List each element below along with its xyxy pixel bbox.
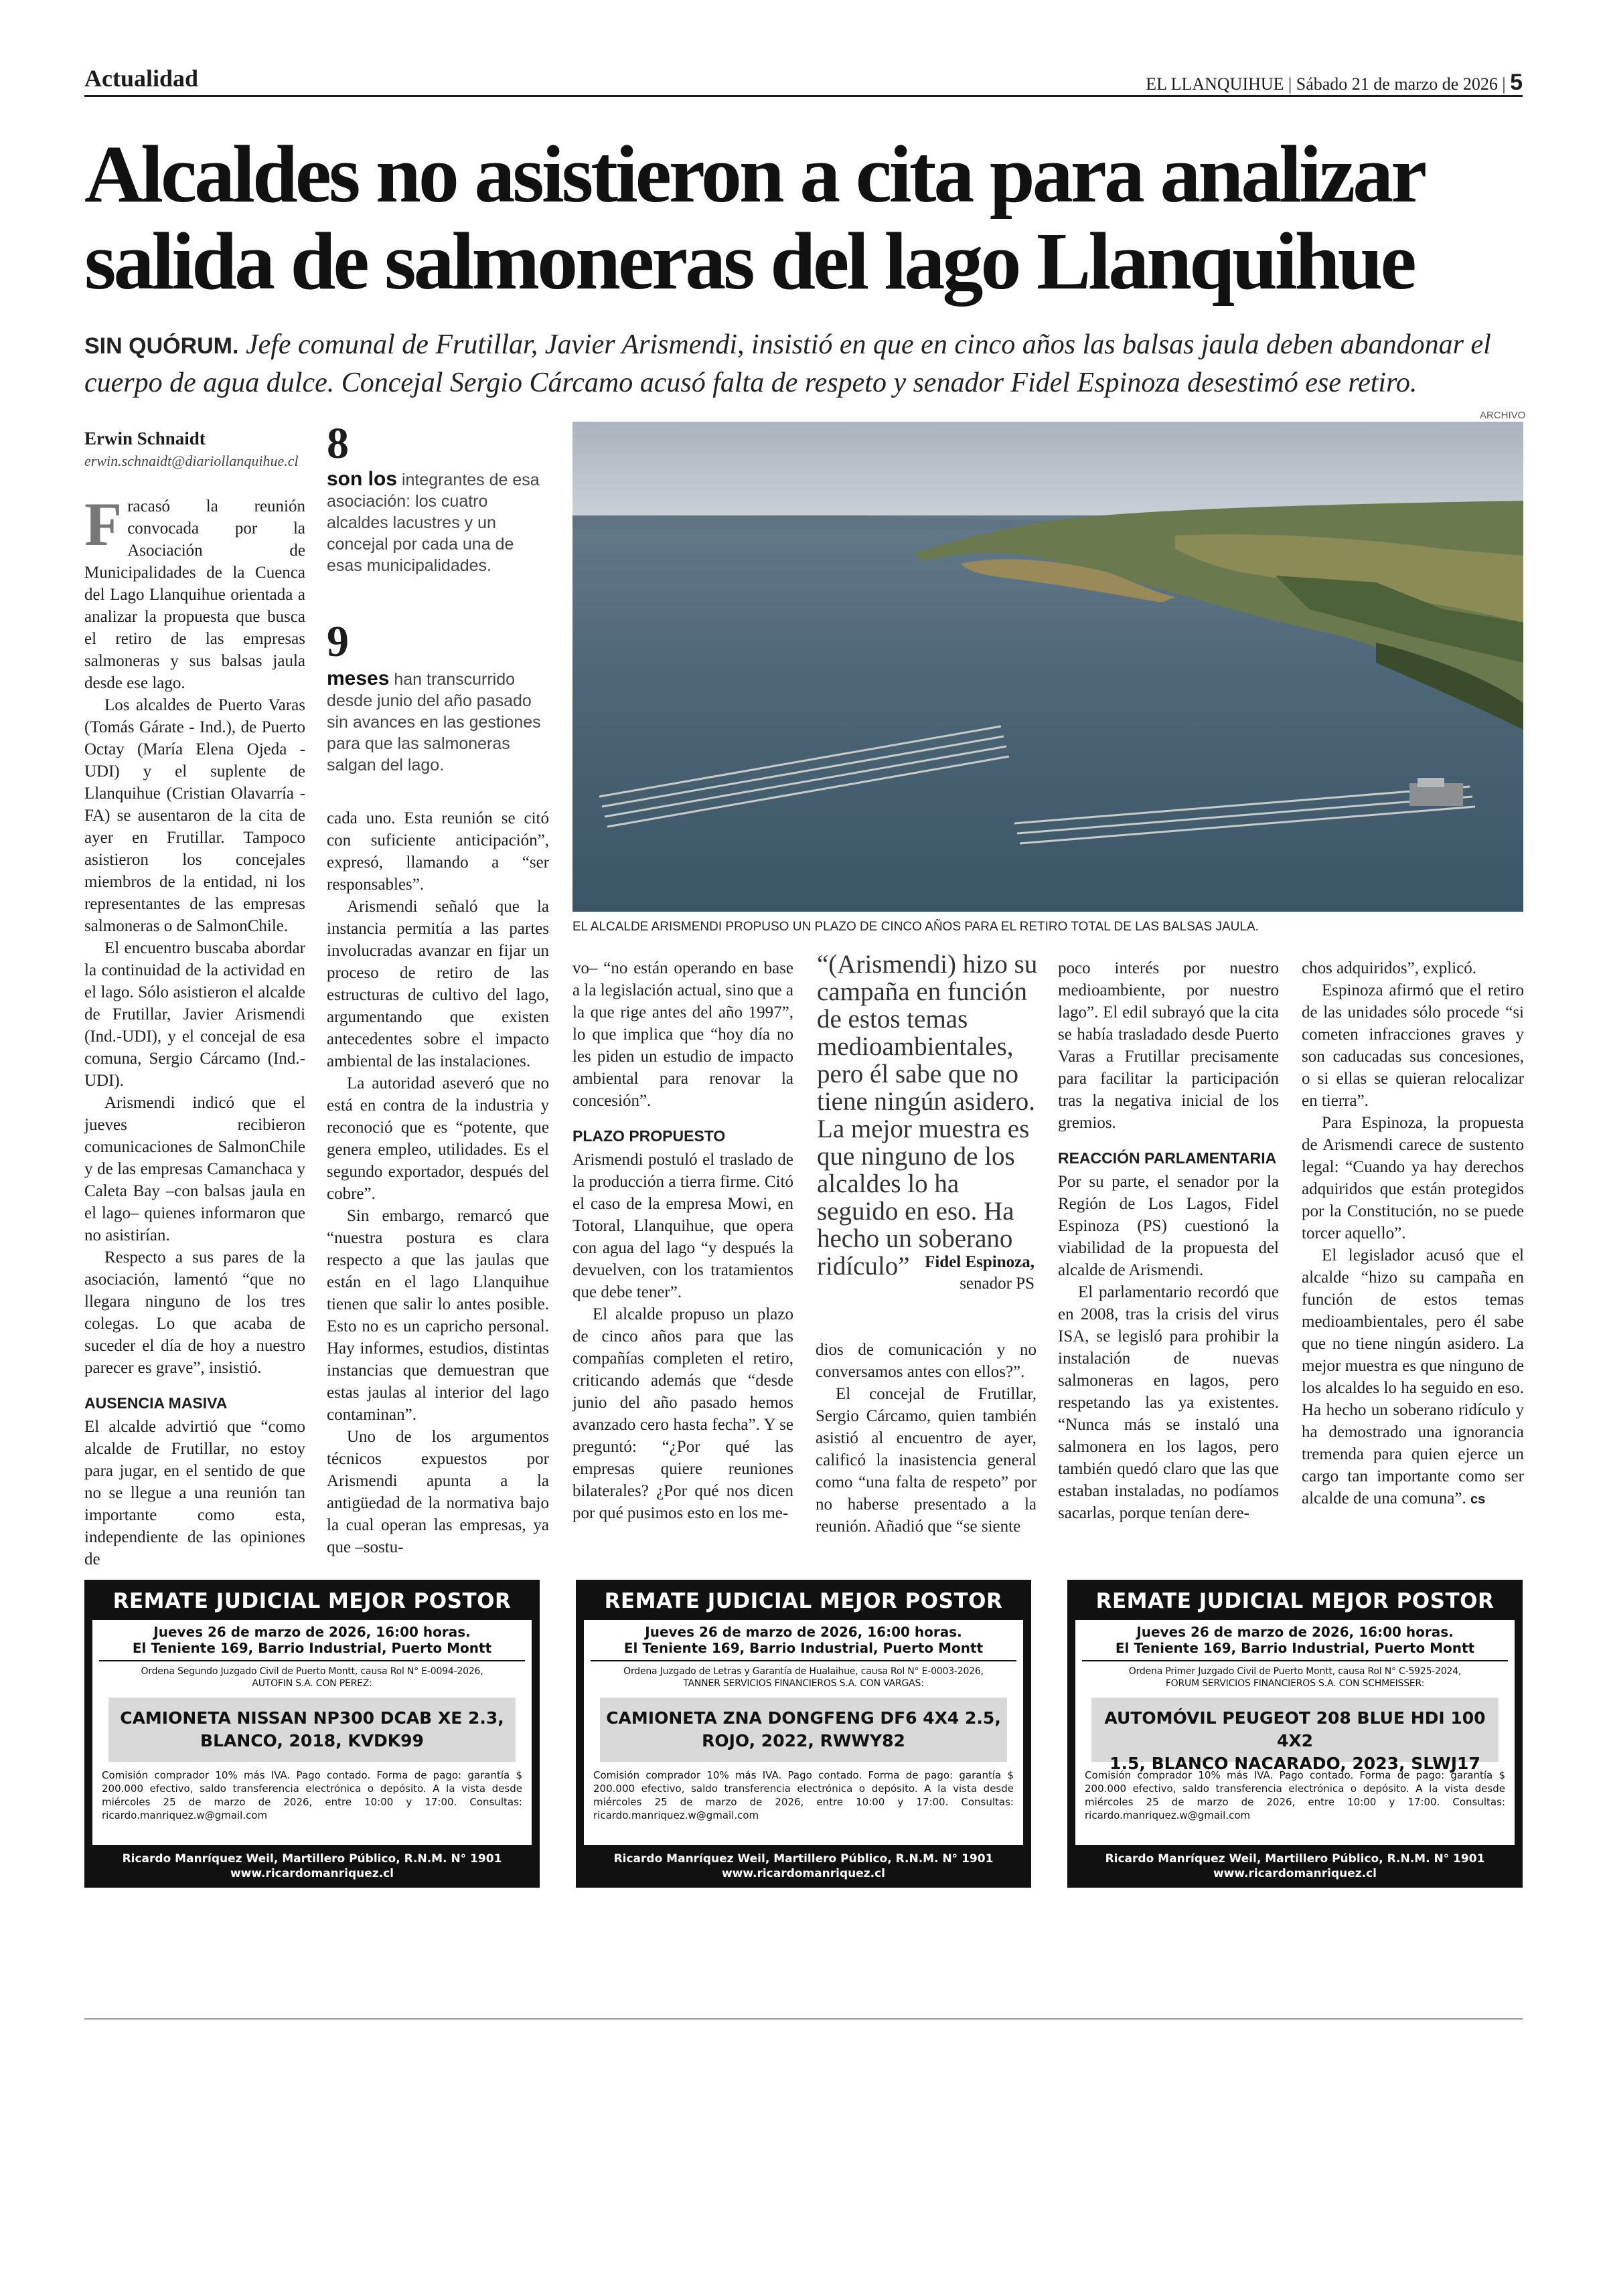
byline-author: Erwin Schnaidt: [84, 428, 206, 448]
ad-terms: Comisión comprador 10% más IVA. Pago contado. Forma de pago: garantía $ 200.000 efectivo, saldo transferencia electrónica o depósito. A la vista desde miércoles 25 de marzo de 2026, entre 10:00 y 17:00. Consultas: ricardo.manriquez.w@gmail.com: [102, 1769, 522, 1821]
article-column-5: [1058, 957, 1279, 1546]
photo-caption: EL ALCALDE ARISMENDI PROPUSO UN PLAZO DE CINCO AÑOS PARA EL RETIRO TOTAL DE LAS BALSAS JAULA.: [572, 920, 1259, 934]
paragraph: El concejal de Frutillar, Sergio Cárcamo, quien también asistió al encuentro de ayer, calificó la inasistencia general como “una falta de respeto” por no haberse presentado a la reunión. Añadió que “se siente: [816, 1385, 1037, 1536]
page-bottom-rule: [84, 2018, 1523, 2020]
byline-email[interactable]: erwin.schnaidt@diariollanquihue.cl: [84, 453, 299, 469]
ad-vehicle: [108, 1698, 516, 1762]
paragraph: Los alcaldes de Puerto Varas (Tomás Gárate - Ind.), de Puerto Octay (María Elena Ojeda - UDI) y el suplente de Llanquihue (Cristian Olavarría - FA) se ausentaron de la cita de ayer en Frutillar. Tampoco asistieron los concejales miembros de la entidad, ni los representantes de las empresas salmoneras o de SalmonChile.: [84, 696, 305, 935]
headline: [84, 131, 1531, 305]
paper-name: EL LLANQUIHUE: [1146, 74, 1284, 94]
paragraph: Por su parte, el senador por la Región de Los Lagos, Fidel Espinoza (PS) cuestionó la viabilidad de la propuesta del alcalde de Arismendi.: [1058, 1173, 1279, 1279]
ad-vehicle-line: CAMIONETA ZNA DONGFENG DF6 4X4 2.5,: [606, 1708, 1001, 1728]
ad-order-parties: AUTOFIN S.A. CON PEREZ:: [252, 1678, 372, 1689]
paragraph: Para Espinoza, la propuesta de Arismendi carece de sustento legal: “Cuando ya hay derechos adquiridos que están protegidos por la Constitución, no se puede torcer aquello”.: [1302, 1114, 1524, 1242]
paragraph: vo– “no están operando en base a la legislación actual, sino que a la que rige antes del año 1997”, lo que implica que “hoy día no les piden un estudio de impacto ambiental para renovar la concesión”.: [572, 959, 793, 1110]
header-separator: |: [1288, 74, 1292, 94]
subheading-ausencia-masiva: AUSENCIA MASIVA: [84, 1394, 228, 1412]
stat-number: 9: [327, 617, 349, 666]
paragraph: poco interés por nuestro medioambiente, por nuestro lago”. El edil subrayó que la cita se había trasladado desde Puerto Varas a Frutillar precisamente para facilitar la participación tras la negativa inicial de los gremios.: [1058, 959, 1279, 1132]
paragraph: Arismendi postuló el traslado de la producción a tierra firme. Citó el caso de la empresa Mowi, en Totoral, Llanquihue, que opera con agua del lago “y después la devuelven, con los tratamientos que debe tener”.: [572, 1151, 793, 1301]
page-number: 5: [1510, 70, 1523, 95]
masthead-info: [1146, 70, 1523, 96]
ad-footer: [1067, 1852, 1523, 1881]
ad-address: El Teniente 169, Barrio Industrial, Puerto Montt: [132, 1640, 492, 1656]
ad-date: Jueves 26 de marzo de 2026, 16:00 horas.: [645, 1624, 962, 1640]
subheading-plazo-propuesto: PLAZO PROPUESTO: [572, 1127, 726, 1145]
ad-order-line: Ordena Juzgado de Letras y Garantía de Hualaihue, causa Rol N° E-0003-2026,: [623, 1666, 984, 1677]
ad-vehicle-line: BLANCO, 2018, KVDK99: [200, 1731, 424, 1750]
photo-credit: ARCHIVO: [1480, 410, 1526, 421]
article-column-3: [572, 957, 793, 1546]
end-mark: cs: [1470, 1492, 1486, 1507]
article-column-6: [1302, 957, 1524, 1546]
header-rule: [84, 95, 1523, 97]
pull-quote: “(Arismendi) hizo su campaña en función de estos temas medioambientales, pero él sabe que no tiene ningún asidero. La mejor muestra es que ninguno de los alcaldes lo ha seguido en eso. Ha hecho un soberano ridículo”: [817, 950, 1038, 1281]
paragraph: Espinoza afirmó que el retiro de las unidades sólo procede “si cometen infracciones graves y son caducadas sus concesiones, o si ellas se quieran relocalizar en tierra”.: [1302, 981, 1524, 1110]
ad-schedule: [92, 1624, 532, 1656]
ad-auctioneer: Ricardo Manríquez Weil, Martillero Público, R.N.M. N° 1901: [1105, 1852, 1485, 1866]
ad-divider: [1082, 1660, 1508, 1661]
ad-court-order: [92, 1665, 532, 1690]
stat-number: 8: [327, 419, 349, 468]
ad-footer: [576, 1852, 1031, 1881]
ad-court-order: [584, 1665, 1023, 1690]
paragraph: El parlamentario recordó que en 2008, tras la crisis del virus ISA, se legisló para prohibir la instalación de nuevas salmoneras en lagos, pero respetando las ya existentes. “Nunca más se instaló una salmonera en los lagos, pero también quedó claro que las que estaban instaladas, no podíamos sacarlas, porque tenían dere-: [1058, 1283, 1279, 1522]
quote-author: Fidel Espinoza,: [925, 1253, 1035, 1271]
subheading-reaccion-parlamentaria: REACCIÓN PARLAMENTARIA: [1058, 1149, 1277, 1167]
ad-body: [584, 1620, 1023, 1845]
ad-auctioneer: Ricardo Manríquez Weil, Martillero Público, R.N.M. N° 1901: [613, 1852, 994, 1866]
ad-divider: [99, 1660, 525, 1661]
stat-description: [327, 668, 548, 776]
ad-order-line: Ordena Segundo Juzgado Civil de Puerto Montt, causa Rol N° E-0094-2026,: [141, 1666, 483, 1677]
ad-auctioneer: Ricardo Manríquez Weil, Martillero Público, R.N.M. N° 1901: [122, 1852, 502, 1866]
paragraph: El alcalde propuso un plazo de cinco años para que las compañías completen el retiro, criticando además que “desde junio del año pasado hemos avanzado cero hasta fecha”. Y se preguntó: “¿Por qué las empresas quiere reuniones bilaterales? ¿Por qué nos dicen por qué pusimos esto en los me-: [572, 1305, 793, 1522]
ad-body: [1075, 1620, 1515, 1845]
stat-lead: son los: [327, 468, 398, 490]
ad-vehicle: [1091, 1698, 1499, 1773]
header-separator: |: [1502, 74, 1506, 94]
ad-title: REMATE JUDICIAL MEJOR POSTOR: [604, 1589, 1003, 1613]
ad-vehicle: [600, 1698, 1007, 1762]
drop-cap: F: [84, 490, 123, 558]
ad-website[interactable]: www.ricardomanriquez.cl: [1213, 1867, 1377, 1880]
ad-order-line: Ordena Primer Juzgado Civil de Puerto Montt, causa Rol N° C-5925-2024,: [1128, 1666, 1462, 1677]
section-label: Actualidad: [84, 65, 199, 92]
headline-line-2: salida de salmoneras del lago Llanquihue: [84, 216, 1414, 307]
ad-order-parties: TANNER SERVICIOS FINANCIEROS S.A. CON VARGAS:: [683, 1678, 924, 1689]
paragraph: El legislador acusó que el alcalde “hizo su campaña en función de estos temas medioambientales, pero él sabe que no tiene ningún asidero. La mejor muestra es que ninguno de los alcaldes lo ha seguido en eso. Ha hecho un soberano ridículo y ha demostrado una ignorancia tremenda para quien ejerce un cargo tan importante como ser alcalde de una comuna”.: [1302, 1246, 1524, 1507]
lake-aerial-photo: [572, 422, 1523, 912]
paragraph: Respecto a sus pares de la asociación, lamentó “que no llegara ninguno de los tres colegas. Lo que acaba de suceder el día de hoy a nuestro parecer es grave”, insistió.: [84, 1248, 305, 1377]
stat-lead: meses: [327, 667, 390, 689]
ad-schedule: [1075, 1624, 1515, 1656]
auction-ad-2: [576, 1580, 1031, 1888]
ad-date: Jueves 26 de marzo de 2026, 16:00 horas.: [153, 1624, 471, 1640]
ad-footer: [84, 1852, 540, 1881]
paragraph: El alcalde advirtió que “como alcalde de Frutillar, no estoy para jugar, en el sentido de que no se llegue a una reunión tan importante como esta, independiente de las opiniones de: [84, 1418, 305, 1568]
ad-address: El Teniente 169, Barrio Industrial, Puerto Montt: [623, 1640, 984, 1656]
issue-date: Sábado 21 de marzo de 2026: [1296, 74, 1498, 94]
paragraph: El encuentro buscaba abordar la continuidad de la actividad en el lago. Sólo asistieron el alcalde de Frutillar, Javier Arismendi (Ind.-UDI), y el concejal de esa comuna, Sergio Cárcamo (Ind.-UDI).: [84, 939, 305, 1090]
quote-attribution: [804, 1252, 1035, 1295]
ad-address: El Teniente 169, Barrio Industrial, Puerto Montt: [1115, 1640, 1475, 1656]
deck-text: Jefe comunal de Frutillar, Javier Arismendi, insistió en que en cinco años las balsas jaula deben abandonar el cuerpo de agua dulce. Concejal Sergio Cárcamo acusó falta de respeto y senador Fidel Espinoza desestimó ese retiro.: [84, 329, 1491, 398]
paragraph: Uno de los argumentos técnicos expuestos por Arismendi apunta a la antigüedad de la normativa bajo la cual operan las empresas, ya que –sostu-: [327, 1428, 549, 1556]
auction-ad-1: [84, 1580, 540, 1888]
article-column-4: [816, 1339, 1037, 1546]
ad-court-order: [1075, 1665, 1515, 1690]
ad-terms: Comisión comprador 10% más IVA. Pago contado. Forma de pago: garantía $ 200.000 efectivo, saldo transferencia electrónica o depósito. A la vista desde miércoles 25 de marzo de 2026, entre 10:00 y 17:00. Consultas: ricardo.manriquez.w@gmail.com: [1085, 1769, 1505, 1821]
ad-divider: [591, 1660, 1016, 1661]
paragraph: chos adquiridos”, explicó.: [1302, 959, 1477, 977]
paragraph: Arismendi indicó que el jueves recibieron comunicaciones de SalmonChile y de las empresas Camanchaca y Caleta Bay –con balsas jaula en el lago– quienes informaron que no asistirían.: [84, 1094, 305, 1244]
paragraph: racasó la reunión convocada por la Asociación de Municipalidades de la Cuenca del Lago Llanquihue orientada a analizar la propuesta que busca el retiro de las empresas salmoneras y sus balsas jaula desde ese lago.: [84, 497, 305, 692]
ad-title: REMATE JUDICIAL MEJOR POSTOR: [1095, 1589, 1495, 1613]
headline-line-1: Alcaldes no asistieron a cita para analizar: [84, 129, 1425, 220]
ad-body: [92, 1620, 532, 1845]
ad-vehicle-line: CAMIONETA NISSAN NP300 DCAB XE 2.3,: [120, 1708, 504, 1728]
paragraph: La autoridad aseveró que no está en contra de la industria y reconoció que es “potente, que genera empleo, utilidades. Es el segundo exportador, después del cobre”.: [327, 1074, 549, 1203]
paragraph: dios de comunicación y no conversamos antes con ellos?”.: [816, 1341, 1037, 1381]
deck-kicker: SIN QUÓRUM.: [84, 333, 239, 359]
stat-text: integrantes de esa asociación: los cuatro alcaldes lacustres y un concejal por cada una de esas municipalidades.: [327, 471, 540, 575]
article-column-2: [327, 807, 549, 1556]
paragraph: Sin embargo, remarcó que “nuestra postura es clara respecto a que las jaulas que están en el lago Llanquihue tienen que salir lo antes posible. Esto no es un capricho personal. Hay informes, estudios, distintas instancias que demuestran que estas jaulas al interior del lago contaminan”.: [327, 1207, 549, 1424]
ad-website[interactable]: www.ricardomanriquez.cl: [721, 1867, 886, 1880]
ad-order-parties: FORUM SERVICIOS FINANCIEROS S.A. CON SCHMEISSER:: [1165, 1678, 1425, 1689]
ad-vehicle-line: ROJO, 2022, RWWY82: [702, 1731, 905, 1750]
article-deck: [84, 327, 1531, 402]
ad-title: REMATE JUDICIAL MEJOR POSTOR: [112, 1589, 512, 1613]
quote-role: senador PS: [960, 1275, 1035, 1293]
article-column-1: [84, 490, 305, 1568]
auction-ad-3: [1067, 1580, 1523, 1888]
ad-terms: Comisión comprador 10% más IVA. Pago contado. Forma de pago: garantía $ 200.000 efectivo, saldo transferencia electrónica o depósito. A la vista desde miércoles 25 de marzo de 2026, entre 10:00 y 17:00. Consultas: ricardo.manriquez.w@gmail.com: [593, 1769, 1014, 1821]
ad-website[interactable]: www.ricardomanriquez.cl: [230, 1867, 394, 1880]
ad-vehicle-line: AUTOMÓVIL PEUGEOT 208 BLUE HDI 100 4X2: [1104, 1708, 1486, 1750]
stat-description: [327, 469, 548, 576]
paragraph: cada uno. Esta reunión se citó con suficiente anticipación”, expresó, llamando a “ser responsables”.: [327, 809, 549, 894]
stat-text: han transcurrido desde junio del año pasado sin avances en las gestiones para que las salmoneras salgan del lago.: [327, 670, 541, 774]
ad-date: Jueves 26 de marzo de 2026, 16:00 horas.: [1136, 1624, 1454, 1640]
ad-schedule: [584, 1624, 1023, 1656]
ad-vehicle-line: 1.5, BLANCO NACARADO, 2023, SLWJ17: [1109, 1754, 1480, 1773]
paragraph: Arismendi señaló que la instancia permitía a las partes involucradas avanzar en fijar un proceso de retiro de las estructuras de cultivo del lago, argumentando que existen antecedentes sobre el impacto ambiental de las instalaciones.: [327, 898, 549, 1070]
